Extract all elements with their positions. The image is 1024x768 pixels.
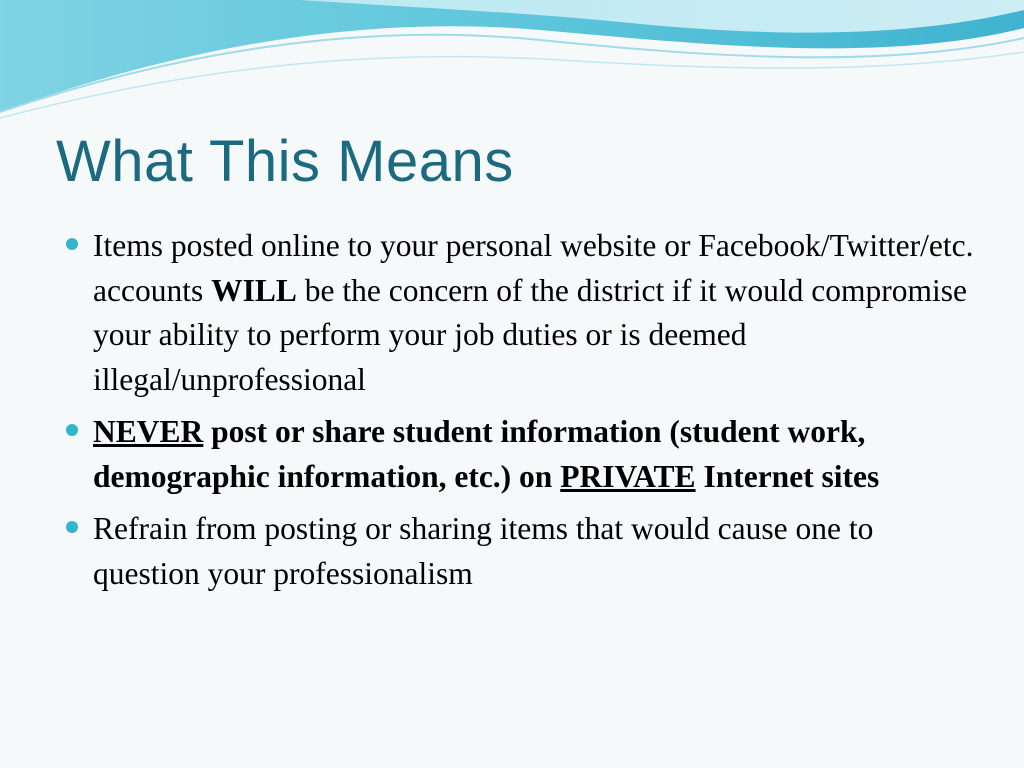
bullet-text: be the concern of the district if it would compromise your ability to perform your job duties or is deemed illegal/unprofessional <box>93 272 967 397</box>
header-wave-decoration <box>0 0 1024 120</box>
bullet-text: Refrain from posting or sharing items that would cause one to question your professionalism <box>93 511 874 591</box>
bullet-list <box>64 224 984 604</box>
bullet-emphasis: WILL <box>211 272 297 308</box>
bullet-item <box>64 507 984 596</box>
bullet-dot-icon <box>66 424 78 436</box>
bullet-text: Items posted online to your personal website or Facebook/Twitter/etc. accounts <box>93 228 974 308</box>
bullet-text: post or share student information (student work, demographic information, etc.) on <box>93 414 866 494</box>
bullet-dot-icon <box>66 238 78 250</box>
bullet-emphasis-private: PRIVATE <box>560 458 696 494</box>
bullet-item <box>64 410 984 499</box>
bullet-text: Internet sites <box>695 458 880 494</box>
bullet-emphasis-never: NEVER <box>93 414 204 449</box>
bullet-dot-icon <box>66 521 78 533</box>
bullet-item <box>64 224 984 402</box>
slide-title: What This Means <box>56 129 514 194</box>
